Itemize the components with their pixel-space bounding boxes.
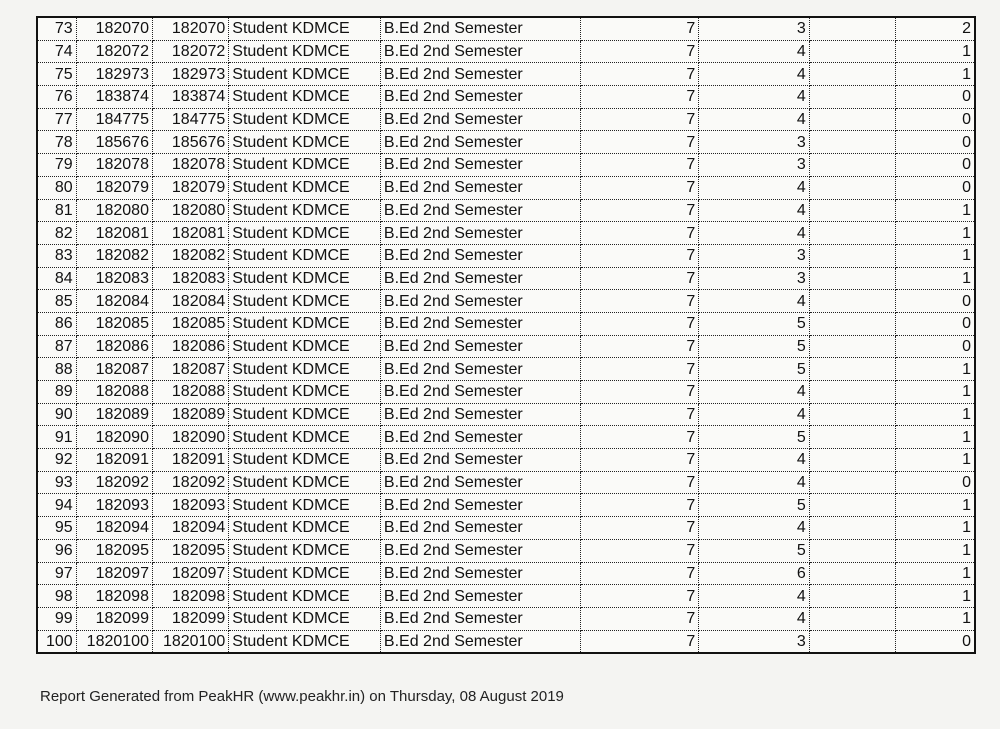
roll-id-cell: 182086 — [152, 335, 228, 358]
roll-id-cell: 182098 — [152, 585, 228, 608]
count-absent-cell: 1 — [896, 358, 974, 381]
count-blank-cell — [809, 222, 895, 245]
count-blank-cell — [809, 290, 895, 313]
enrollment-id-cell: 182081 — [76, 222, 152, 245]
course-cell: B.Ed 2nd Semester — [380, 517, 580, 540]
student-name-cell: Student KDMCE — [229, 403, 381, 426]
serial-number-cell: 78 — [38, 131, 76, 154]
student-name-cell: Student KDMCE — [229, 290, 381, 313]
enrollment-id-cell: 182092 — [76, 471, 152, 494]
serial-number-cell: 79 — [38, 154, 76, 177]
enrollment-id-cell: 185676 — [76, 131, 152, 154]
count-blank-cell — [809, 154, 895, 177]
serial-number-cell: 91 — [38, 426, 76, 449]
count-blank-cell — [809, 517, 895, 540]
serial-number-cell: 100 — [38, 630, 76, 652]
roll-id-cell: 182082 — [152, 244, 228, 267]
count-blank-cell — [809, 449, 895, 472]
count-blank-cell — [809, 426, 895, 449]
course-cell: B.Ed 2nd Semester — [380, 562, 580, 585]
roll-id-cell: 1820100 — [152, 630, 228, 652]
count-absent-cell: 1 — [896, 607, 974, 630]
student-name-cell: Student KDMCE — [229, 585, 381, 608]
serial-number-cell: 74 — [38, 40, 76, 63]
serial-number-cell: 93 — [38, 471, 76, 494]
count-blank-cell — [809, 40, 895, 63]
count-blank-cell — [809, 539, 895, 562]
roll-id-cell: 183874 — [152, 86, 228, 109]
count-total-cell: 7 — [580, 585, 699, 608]
count-total-cell: 7 — [580, 108, 699, 131]
count-absent-cell: 1 — [896, 517, 974, 540]
count-total-cell: 7 — [580, 131, 699, 154]
count-absent-cell: 1 — [896, 244, 974, 267]
count-blank-cell — [809, 358, 895, 381]
student-name-cell: Student KDMCE — [229, 18, 381, 40]
count-total-cell: 7 — [580, 18, 699, 40]
serial-number-cell: 92 — [38, 449, 76, 472]
course-cell: B.Ed 2nd Semester — [380, 449, 580, 472]
roll-id-cell: 182094 — [152, 517, 228, 540]
serial-number-cell: 84 — [38, 267, 76, 290]
serial-number-cell: 94 — [38, 494, 76, 517]
count-total-cell: 7 — [580, 335, 699, 358]
course-cell: B.Ed 2nd Semester — [380, 131, 580, 154]
enrollment-id-cell: 182097 — [76, 562, 152, 585]
roll-id-cell: 182087 — [152, 358, 228, 381]
enrollment-id-cell: 182099 — [76, 607, 152, 630]
table-row — [38, 312, 974, 335]
serial-number-cell: 80 — [38, 176, 76, 199]
count-blank-cell — [809, 176, 895, 199]
count-total-cell: 7 — [580, 539, 699, 562]
table-row — [38, 585, 974, 608]
count-absent-cell: 0 — [896, 131, 974, 154]
count-blank-cell — [809, 585, 895, 608]
student-name-cell: Student KDMCE — [229, 426, 381, 449]
count-total-cell: 7 — [580, 607, 699, 630]
count-total-cell: 7 — [580, 358, 699, 381]
count-total-cell: 7 — [580, 471, 699, 494]
course-cell: B.Ed 2nd Semester — [380, 358, 580, 381]
enrollment-id-cell: 182973 — [76, 63, 152, 86]
roll-id-cell: 182095 — [152, 539, 228, 562]
table-row — [38, 539, 974, 562]
count-present-cell: 4 — [699, 86, 809, 109]
count-present-cell: 4 — [699, 108, 809, 131]
count-present-cell: 5 — [699, 426, 809, 449]
count-blank-cell — [809, 199, 895, 222]
count-blank-cell — [809, 244, 895, 267]
serial-number-cell: 99 — [38, 607, 76, 630]
count-absent-cell: 0 — [962, 632, 971, 650]
table-row — [38, 517, 974, 540]
count-absent-cell: 1 — [896, 494, 974, 517]
student-name-cell: Student KDMCE — [229, 108, 381, 131]
table-row — [38, 607, 974, 630]
count-total-cell: 7 — [580, 154, 699, 177]
count-present-cell: 3 — [699, 18, 809, 40]
table-row — [38, 630, 974, 652]
student-name-cell: Student KDMCE — [229, 449, 381, 472]
serial-number-cell: 89 — [38, 381, 76, 404]
student-name-cell: Student KDMCE — [229, 244, 381, 267]
count-absent-cell: 1 — [896, 403, 974, 426]
count-absent-cell: 1 — [896, 63, 974, 86]
roll-id-cell: 185676 — [152, 131, 228, 154]
course-cell: B.Ed 2nd Semester — [380, 471, 580, 494]
count-absent-cell: 0 — [896, 471, 974, 494]
enrollment-id-cell: 183874 — [76, 86, 152, 109]
count-total-cell: 7 — [580, 244, 699, 267]
student-name-cell: Student KDMCE — [229, 335, 381, 358]
count-absent-cell: 0 — [896, 86, 974, 109]
enrollment-id-cell: 182078 — [76, 154, 152, 177]
count-present-cell: 3 — [699, 154, 809, 177]
student-name-cell: Student KDMCE — [229, 63, 381, 86]
count-absent-cell: 1 — [896, 199, 974, 222]
table-row — [38, 381, 974, 404]
count-blank-cell — [809, 630, 895, 652]
table-row — [38, 222, 974, 245]
serial-number-cell: 90 — [38, 403, 76, 426]
student-name-cell: Student KDMCE — [229, 222, 381, 245]
course-cell: B.Ed 2nd Semester — [380, 18, 580, 40]
count-total-cell: 7 — [580, 403, 699, 426]
student-name-cell: Student KDMCE — [229, 517, 381, 540]
table-body — [38, 18, 974, 652]
student-name-cell: Student KDMCE — [229, 381, 381, 404]
student-name-cell: Student KDMCE — [229, 630, 381, 652]
count-total-cell: 7 — [580, 562, 699, 585]
serial-number-cell: 76 — [38, 86, 76, 109]
student-name-cell: Student KDMCE — [229, 267, 381, 290]
count-total-cell: 7 — [580, 517, 699, 540]
table-row — [38, 290, 974, 313]
count-present-cell: 3 — [699, 131, 809, 154]
student-name-cell: Student KDMCE — [229, 131, 381, 154]
student-name-cell: Student KDMCE — [229, 176, 381, 199]
count-present-cell: 5 — [699, 358, 809, 381]
roll-id-cell: 182072 — [152, 40, 228, 63]
count-present-cell: 4 — [699, 40, 809, 63]
count-present-cell: 4 — [699, 199, 809, 222]
count-absent-cell: 1 — [896, 539, 974, 562]
count-absent-cell: 1 — [896, 222, 974, 245]
count-absent-cell: 1 — [896, 381, 974, 404]
count-total-cell: 7 — [580, 630, 699, 652]
course-cell: B.Ed 2nd Semester — [380, 86, 580, 109]
count-blank-cell — [809, 131, 895, 154]
serial-number-cell: 77 — [38, 108, 76, 131]
report-table-sheet — [36, 16, 976, 654]
count-blank-cell — [809, 494, 895, 517]
table-row — [38, 358, 974, 381]
table-row — [38, 176, 974, 199]
course-cell: B.Ed 2nd Semester — [380, 381, 580, 404]
table-row — [38, 86, 974, 109]
enrollment-id-cell: 1820100 — [76, 630, 152, 652]
enrollment-id-cell: 182095 — [76, 539, 152, 562]
enrollment-id-cell: 182079 — [76, 176, 152, 199]
roll-id-cell: 182085 — [152, 312, 228, 335]
student-name-cell: Student KDMCE — [229, 607, 381, 630]
roll-id-cell: 182090 — [152, 426, 228, 449]
count-blank-cell — [809, 403, 895, 426]
enrollment-id-cell: 182083 — [76, 267, 152, 290]
course-cell: B.Ed 2nd Semester — [380, 607, 580, 630]
count-total-cell: 7 — [580, 290, 699, 313]
count-total-cell: 7 — [580, 267, 699, 290]
count-absent-cell: 2 — [896, 18, 974, 40]
enrollment-id-cell: 182093 — [76, 494, 152, 517]
table-row — [38, 199, 974, 222]
table-row — [38, 267, 974, 290]
enrollment-id-cell: 182091 — [76, 449, 152, 472]
enrollment-id-cell: 182090 — [76, 426, 152, 449]
student-name-cell: Student KDMCE — [229, 312, 381, 335]
roll-id-cell: 182089 — [152, 403, 228, 426]
count-present-cell: 4 — [699, 176, 809, 199]
course-cell: B.Ed 2nd Semester — [380, 244, 580, 267]
serial-number-cell: 83 — [38, 244, 76, 267]
count-present-cell: 4 — [699, 381, 809, 404]
course-cell: B.Ed 2nd Semester — [380, 154, 580, 177]
count-present-cell: 4 — [699, 449, 809, 472]
count-present-cell: 3 — [699, 630, 809, 652]
student-name-cell: Student KDMCE — [229, 154, 381, 177]
count-absent-cell: 0 — [896, 154, 974, 177]
student-name-cell: Student KDMCE — [229, 40, 381, 63]
count-total-cell: 7 — [580, 494, 699, 517]
count-blank-cell — [809, 335, 895, 358]
count-total-cell: 7 — [580, 426, 699, 449]
student-name-cell: Student KDMCE — [229, 562, 381, 585]
table-row — [38, 403, 974, 426]
serial-number-cell: 95 — [38, 517, 76, 540]
table-row — [38, 40, 974, 63]
count-absent-cell: 0 — [896, 312, 974, 335]
roll-id-cell: 182973 — [152, 63, 228, 86]
enrollment-id-cell: 182072 — [76, 40, 152, 63]
serial-number-cell: 75 — [38, 63, 76, 86]
roll-id-cell: 182080 — [152, 199, 228, 222]
count-blank-cell — [809, 312, 895, 335]
student-name-cell: Student KDMCE — [229, 539, 381, 562]
table-row — [38, 18, 974, 40]
count-total-cell: 7 — [580, 199, 699, 222]
count-present-cell: 4 — [699, 471, 809, 494]
table-row — [38, 562, 974, 585]
serial-number-cell: 81 — [38, 199, 76, 222]
course-cell: B.Ed 2nd Semester — [380, 426, 580, 449]
student-name-cell: Student KDMCE — [229, 199, 381, 222]
course-cell: B.Ed 2nd Semester — [380, 199, 580, 222]
serial-number-cell: 85 — [38, 290, 76, 313]
count-absent-cell: 1 — [896, 562, 974, 585]
table-row — [38, 63, 974, 86]
course-cell: B.Ed 2nd Semester — [380, 108, 580, 131]
table-row — [38, 494, 974, 517]
count-absent-cell: 1 — [896, 426, 974, 449]
enrollment-id-cell: 182098 — [76, 585, 152, 608]
serial-number-cell: 73 — [38, 18, 76, 40]
count-present-cell: 3 — [699, 244, 809, 267]
roll-id-cell: 182084 — [152, 290, 228, 313]
roll-id-cell: 182078 — [152, 154, 228, 177]
attendance-table — [38, 18, 974, 652]
enrollment-id-cell: 182089 — [76, 403, 152, 426]
course-cell: B.Ed 2nd Semester — [380, 312, 580, 335]
table-row — [38, 471, 974, 494]
count-present-cell: 5 — [699, 539, 809, 562]
serial-number-cell: 87 — [38, 335, 76, 358]
count-present-cell: 4 — [699, 63, 809, 86]
count-present-cell: 4 — [699, 517, 809, 540]
roll-id-cell: 182099 — [152, 607, 228, 630]
count-total-cell: 7 — [580, 449, 699, 472]
table-row — [38, 335, 974, 358]
table-row — [38, 449, 974, 472]
count-present-cell: 4 — [699, 607, 809, 630]
student-name-cell: Student KDMCE — [229, 86, 381, 109]
table-row — [38, 154, 974, 177]
enrollment-id-cell: 182085 — [76, 312, 152, 335]
enrollment-id-cell: 182088 — [76, 381, 152, 404]
enrollment-id-cell: 182087 — [76, 358, 152, 381]
count-present-cell: 5 — [699, 312, 809, 335]
count-total-cell: 7 — [580, 176, 699, 199]
serial-number-cell: 97 — [38, 562, 76, 585]
roll-id-cell: 182091 — [152, 449, 228, 472]
count-total-cell: 7 — [580, 381, 699, 404]
count-absent-cell: 0 — [896, 335, 974, 358]
count-present-cell: 6 — [699, 562, 809, 585]
course-cell: B.Ed 2nd Semester — [380, 176, 580, 199]
serial-number-cell: 82 — [38, 222, 76, 245]
course-cell: B.Ed 2nd Semester — [380, 585, 580, 608]
course-cell: B.Ed 2nd Semester — [380, 222, 580, 245]
count-present-cell: 5 — [699, 494, 809, 517]
count-total-cell: 7 — [580, 63, 699, 86]
count-blank-cell — [809, 108, 895, 131]
roll-id-cell: 182093 — [152, 494, 228, 517]
roll-id-cell: 182081 — [152, 222, 228, 245]
table-row — [38, 108, 974, 131]
roll-id-cell: 182070 — [152, 18, 228, 40]
count-present-cell: 3 — [699, 267, 809, 290]
course-cell: B.Ed 2nd Semester — [380, 335, 580, 358]
count-absent-cell: 1 — [896, 40, 974, 63]
roll-id-cell: 182092 — [152, 471, 228, 494]
roll-id-cell: 182083 — [152, 267, 228, 290]
count-total-cell: 7 — [580, 40, 699, 63]
serial-number-cell: 86 — [38, 312, 76, 335]
count-blank-cell — [809, 267, 895, 290]
course-cell: B.Ed 2nd Semester — [380, 539, 580, 562]
table-row — [38, 426, 974, 449]
count-blank-cell — [809, 607, 895, 630]
table-row — [38, 244, 974, 267]
count-absent-cell: 1 — [896, 449, 974, 472]
enrollment-id-cell: 182080 — [76, 199, 152, 222]
count-absent-cell: 0 — [896, 290, 974, 313]
count-absent-cell: 1 — [896, 585, 974, 608]
enrollment-id-cell: 182086 — [76, 335, 152, 358]
count-total-cell: 7 — [580, 312, 699, 335]
count-absent-cell: 0 — [896, 176, 974, 199]
count-present-cell: 4 — [699, 290, 809, 313]
course-cell: B.Ed 2nd Semester — [380, 290, 580, 313]
course-cell: B.Ed 2nd Semester — [380, 267, 580, 290]
roll-id-cell: 182088 — [152, 381, 228, 404]
count-present-cell: 4 — [699, 403, 809, 426]
enrollment-id-cell: 184775 — [76, 108, 152, 131]
course-cell: B.Ed 2nd Semester — [380, 63, 580, 86]
count-present-cell: 5 — [699, 335, 809, 358]
serial-number-cell: 98 — [38, 585, 76, 608]
count-total-cell: 7 — [580, 222, 699, 245]
count-blank-cell — [809, 86, 895, 109]
serial-number-cell: 88 — [38, 358, 76, 381]
course-cell: B.Ed 2nd Semester — [380, 403, 580, 426]
enrollment-id-cell: 182094 — [76, 517, 152, 540]
count-absent-cell: 0 — [896, 108, 974, 131]
student-name-cell: Student KDMCE — [229, 471, 381, 494]
student-name-cell: Student KDMCE — [229, 494, 381, 517]
report-footer: Report Generated from PeakHR (www.peakhr.in) on Thursday, 08 August 2019 — [40, 688, 564, 705]
count-blank-cell — [809, 562, 895, 585]
count-blank-cell — [809, 63, 895, 86]
roll-id-cell: 182097 — [152, 562, 228, 585]
roll-id-cell: 182079 — [152, 176, 228, 199]
enrollment-id-cell: 182070 — [76, 18, 152, 40]
course-cell: B.Ed 2nd Semester — [380, 40, 580, 63]
student-name-cell: Student KDMCE — [229, 358, 381, 381]
count-present-cell: 4 — [699, 222, 809, 245]
serial-number-cell: 96 — [38, 539, 76, 562]
enrollment-id-cell: 182084 — [76, 290, 152, 313]
count-present-cell: 4 — [699, 585, 809, 608]
roll-id-cell: 184775 — [152, 108, 228, 131]
count-blank-cell — [809, 18, 895, 40]
count-total-cell: 7 — [580, 86, 699, 109]
enrollment-id-cell: 182082 — [76, 244, 152, 267]
count-blank-cell — [809, 471, 895, 494]
table-row — [38, 131, 974, 154]
course-cell: B.Ed 2nd Semester — [380, 630, 580, 652]
count-absent-cell: 1 — [896, 267, 974, 290]
course-cell: B.Ed 2nd Semester — [380, 494, 580, 517]
count-blank-cell — [809, 381, 895, 404]
